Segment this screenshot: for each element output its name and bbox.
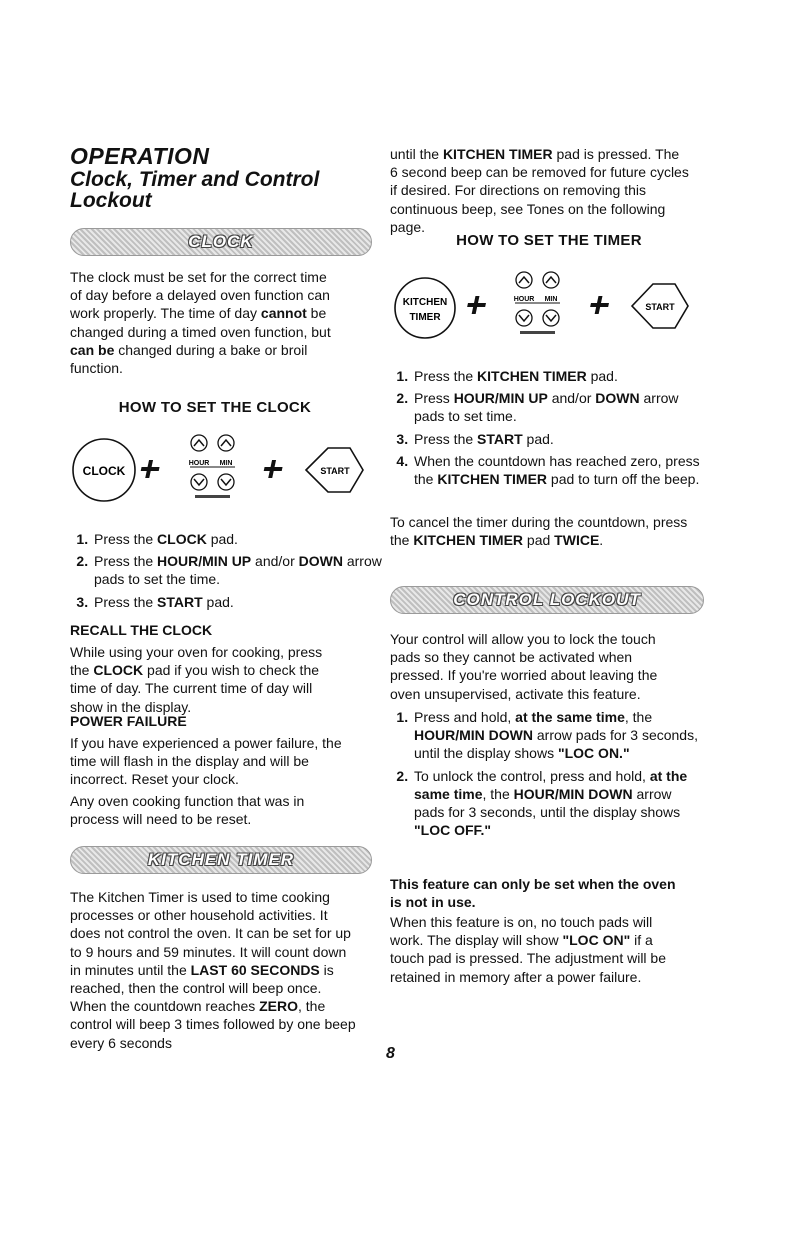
clock-intro: The clock must be set for the correct time of day before a delayed oven function can work properly. The time of day cannot be changed during a timed oven function, but can be changed during a bake or broil function. (70, 269, 331, 377)
cancel-timer-text: To cancel the timer during the countdown, press the KITCHEN TIMER pad TWICE. (390, 514, 688, 549)
kitchen-timer-banner (70, 846, 372, 874)
page-number: 8 (386, 1045, 395, 1062)
set-clock-heading: HOW TO SET THE CLOCK (118, 399, 312, 416)
section-subtitle-line2: Lockout (70, 189, 152, 212)
list-item: 3. Press the START pad. (92, 593, 382, 611)
list-item: 1. Press the CLOCK pad. (92, 530, 382, 548)
power-failure-heading: POWER FAILURE (70, 713, 187, 729)
lockout-steps (390, 708, 702, 843)
recall-text: While using your oven for cooking, press the CLOCK pad if you wish to check the time of day. The current time of day will show in the display. (70, 644, 323, 715)
kitchen-timer-banner-label: KITCHEN TIMER (147, 850, 295, 869)
list-item: 3. Press the START pad. (412, 430, 712, 448)
list-item: 4. When the countdown has reached zero, press the KITCHEN TIMER pad to turn off the beep. (412, 452, 712, 488)
timer-continued-text: until the KITCHEN TIMER pad is pressed. The 6 second beep can be removed for future cycles if desired. For directions on removing this continuous beep, see Tones on the following page. (390, 146, 689, 235)
svg-text:MIN: MIN (219, 460, 233, 467)
list-item: 1. Press and hold, at the same time, the HOUR/MIN DOWN arrow pads for 3 seconds, until the display shows "LOC ON." (412, 708, 702, 763)
power-failure-note: Any oven cooking function that was in process will need to be reset. (70, 793, 305, 828)
kitchen-timer-pad-icon (395, 278, 455, 338)
plus-icon (467, 296, 486, 314)
control-lockout-banner (390, 586, 704, 614)
svg-text:KITCHEN: KITCHEN (402, 297, 448, 308)
svg-text:CLOCK: CLOCK (82, 464, 126, 478)
lockout-note: This feature can only be set when the oven is not in use. (390, 876, 676, 911)
svg-text:TIMER: TIMER (409, 312, 441, 323)
svg-text:HOUR: HOUR (513, 296, 535, 303)
section-subtitle-line1: Clock, Timer and Control (70, 168, 320, 191)
list-item: 2. Press HOUR/MIN UP and/or DOWN arrow pads to set time. (412, 389, 712, 425)
kitchen-timer-text: The Kitchen Timer is used to time cooking processes or other household activities. It does not control the oven. It can be set for up to 9 hours and 59 minutes. It will count down in minutes until the LAST 60 SECONDS is reached, then the control will beep once. When the countdown reaches ZERO, the control will beep 3 times followed by one beep every 6 seconds (70, 889, 356, 1051)
start-pad-icon (632, 284, 688, 328)
list-item: 2. Press the HOUR/MIN UP and/or DOWN arrow pads to set the time. (92, 552, 382, 588)
plus-icon (590, 296, 609, 314)
list-item: 1. Press the KITCHEN TIMER pad. (412, 367, 712, 385)
start-pad-icon (306, 448, 363, 492)
control-lockout-banner-label: CONTROL LOCKOUT (453, 590, 641, 609)
lockout-intro: Your control will allow you to lock the touch pads so they cannot be activated when pressed. If you're worried about leaving the oven unsupervised, activate this feature. (390, 631, 658, 702)
svg-text:HOUR: HOUR (188, 460, 210, 467)
timer-pad-diagram (390, 270, 690, 356)
clock-banner (70, 228, 372, 256)
svg-text:START: START (645, 302, 675, 312)
plus-icon (264, 460, 283, 478)
set-timer-heading: HOW TO SET THE TIMER (456, 232, 642, 249)
list-item: 2. To unlock the control, press and hold, at the same time, the HOUR/MIN DOWN arrow pads for 3 seconds, until the display shows "LOC OFF." (412, 767, 702, 840)
recall-heading: RECALL THE CLOCK (70, 622, 213, 638)
hour-min-arrows-icon (514, 272, 560, 334)
lockout-details: When this feature is on, no touch pads will work. The display will show "LOC ON" if a touch pad is pressed. The adjustment will be retained in memory after a power failure. (390, 914, 667, 985)
clock-pad-diagram (70, 432, 370, 518)
svg-text:START: START (320, 466, 350, 476)
clock-pad-icon (73, 439, 135, 501)
clock-banner-label: CLOCK (188, 232, 254, 251)
power-failure-text: If you have experienced a power failure, the time will flash in the display and will be incorrect. Reset your clock. (70, 735, 342, 788)
svg-text:MIN: MIN (544, 296, 558, 303)
hour-min-arrows-icon (189, 435, 235, 498)
set-clock-steps (70, 530, 382, 615)
set-timer-steps (390, 367, 712, 492)
plus-icon (141, 460, 160, 478)
section-title: OPERATION (70, 143, 210, 169)
